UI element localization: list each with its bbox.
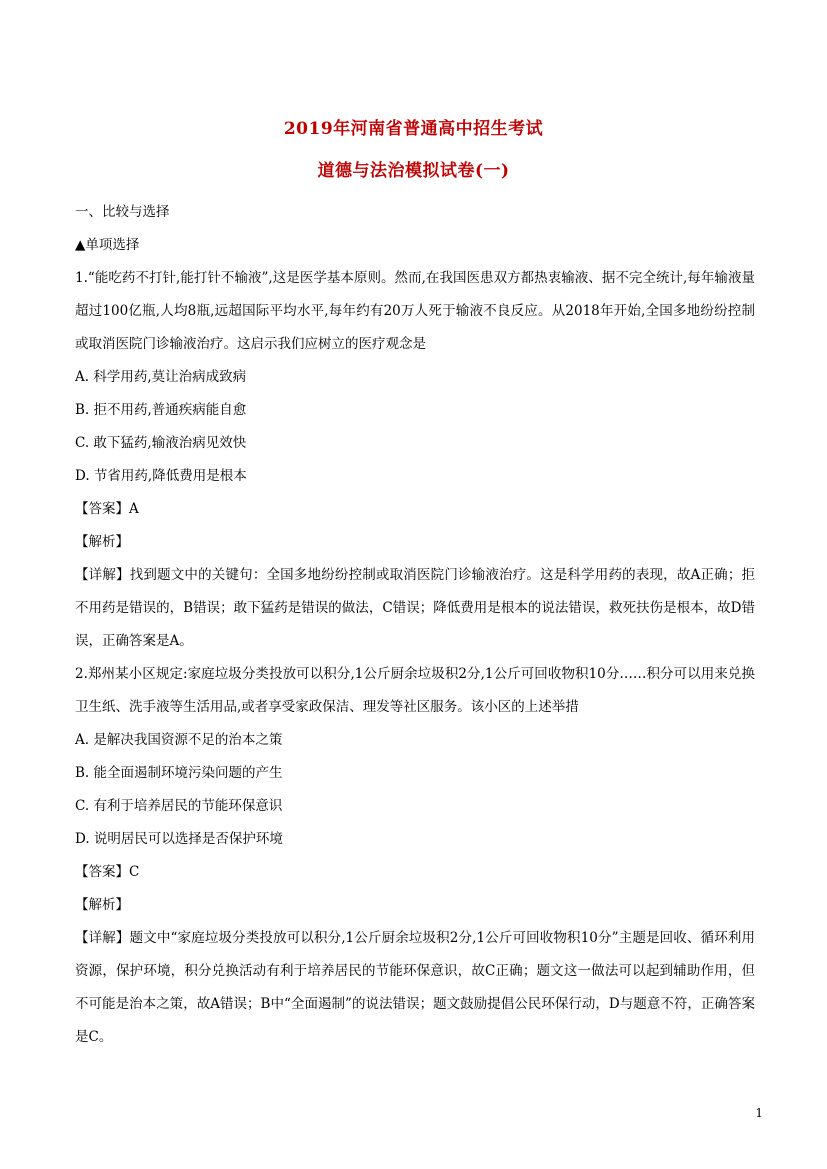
option-b: B. 拒不用药,普通疾病能自愈 (75, 402, 247, 418)
section-heading: 一、比较与选择 (75, 204, 170, 220)
option-a: A. 科学用药,莫让治病成致病 (75, 369, 247, 385)
option-c: C. 有利于培养居民的节能环保意识 (75, 798, 283, 814)
subsection-heading: ▲单项选择 (75, 237, 140, 253)
document-body (75, 196, 755, 1054)
answer: 【答案】C (75, 864, 140, 880)
option-d: D. 说明居民可以选择是否保护环境 (75, 831, 283, 847)
page-number: 1 (755, 1106, 763, 1120)
question-stem: 2.郑州某小区规定:家庭垃圾分类投放可以积分,1公斤厨余垃圾积2分,1公斤可回收物积10分……积分可以用来兑换卫生纸、洗手液等生活用品,或者享受家政保洁、理发等社区服务。该小区的上述举措 (75, 666, 755, 715)
question-stem: 1.“能吃药不打针,能打针不输液”,这是医学基本原则。然而,在我国医患双方都热衷输液、据不完全统计,每年输液量超过100亿瓶,人均8瓶,远超国际平均水平,每年约有20万人死于输液不良反应。从2018年开始,全国多地纷纷控制或取消医院门诊输液治疗。这启示我们应树立的医疗观念是 (75, 270, 755, 352)
detailed-explanation: 【详解】题文中“家庭垃圾分类投放可以积分,1公斤厨余垃圾积2分,1公斤可回收物积10分”主题是回收、循环利用资源，保护环境，积分兑换活动有利于培养居民的节能环保意识，故C正确；题文这一做法可以起到辅助作用，但不可能是治本之策，故A错误；B中“全面遏制”的说法错误；题文鼓励提倡公民环保行动，D与题意不符，正确答案是C。 (75, 930, 755, 1045)
question-2 (75, 658, 755, 1054)
option-a: A. 是解决我国资源不足的治本之策 (75, 732, 283, 748)
option-b: B. 能全面遏制环境污染问题的产生 (75, 765, 283, 781)
option-d: D. 节省用药,降低费用是根本 (75, 468, 247, 484)
option-c: C. 敢下猛药,输液治病见效快 (75, 435, 247, 451)
exam-title: 2019年河南省普通高中招生考试 (283, 119, 544, 139)
question-1 (75, 262, 755, 658)
exam-subtitle: 道德与法治模拟试卷(一) (317, 161, 510, 181)
detailed-explanation: 【详解】找到题文中的关键句：全国多地纷纷控制或取消医院门诊输液治疗。这是科学用药的表现，故A正确；拒不用药是错误的，B错误；敢下猛药是错误的做法，C错误；降低费用是根本的说法错误，救死扶伤是根本，故D错误，正确答案是A。 (75, 567, 755, 649)
analysis-label: 【解析】 (75, 897, 129, 913)
answer: 【答案】A (75, 501, 139, 517)
analysis-label: 【解析】 (75, 534, 129, 550)
